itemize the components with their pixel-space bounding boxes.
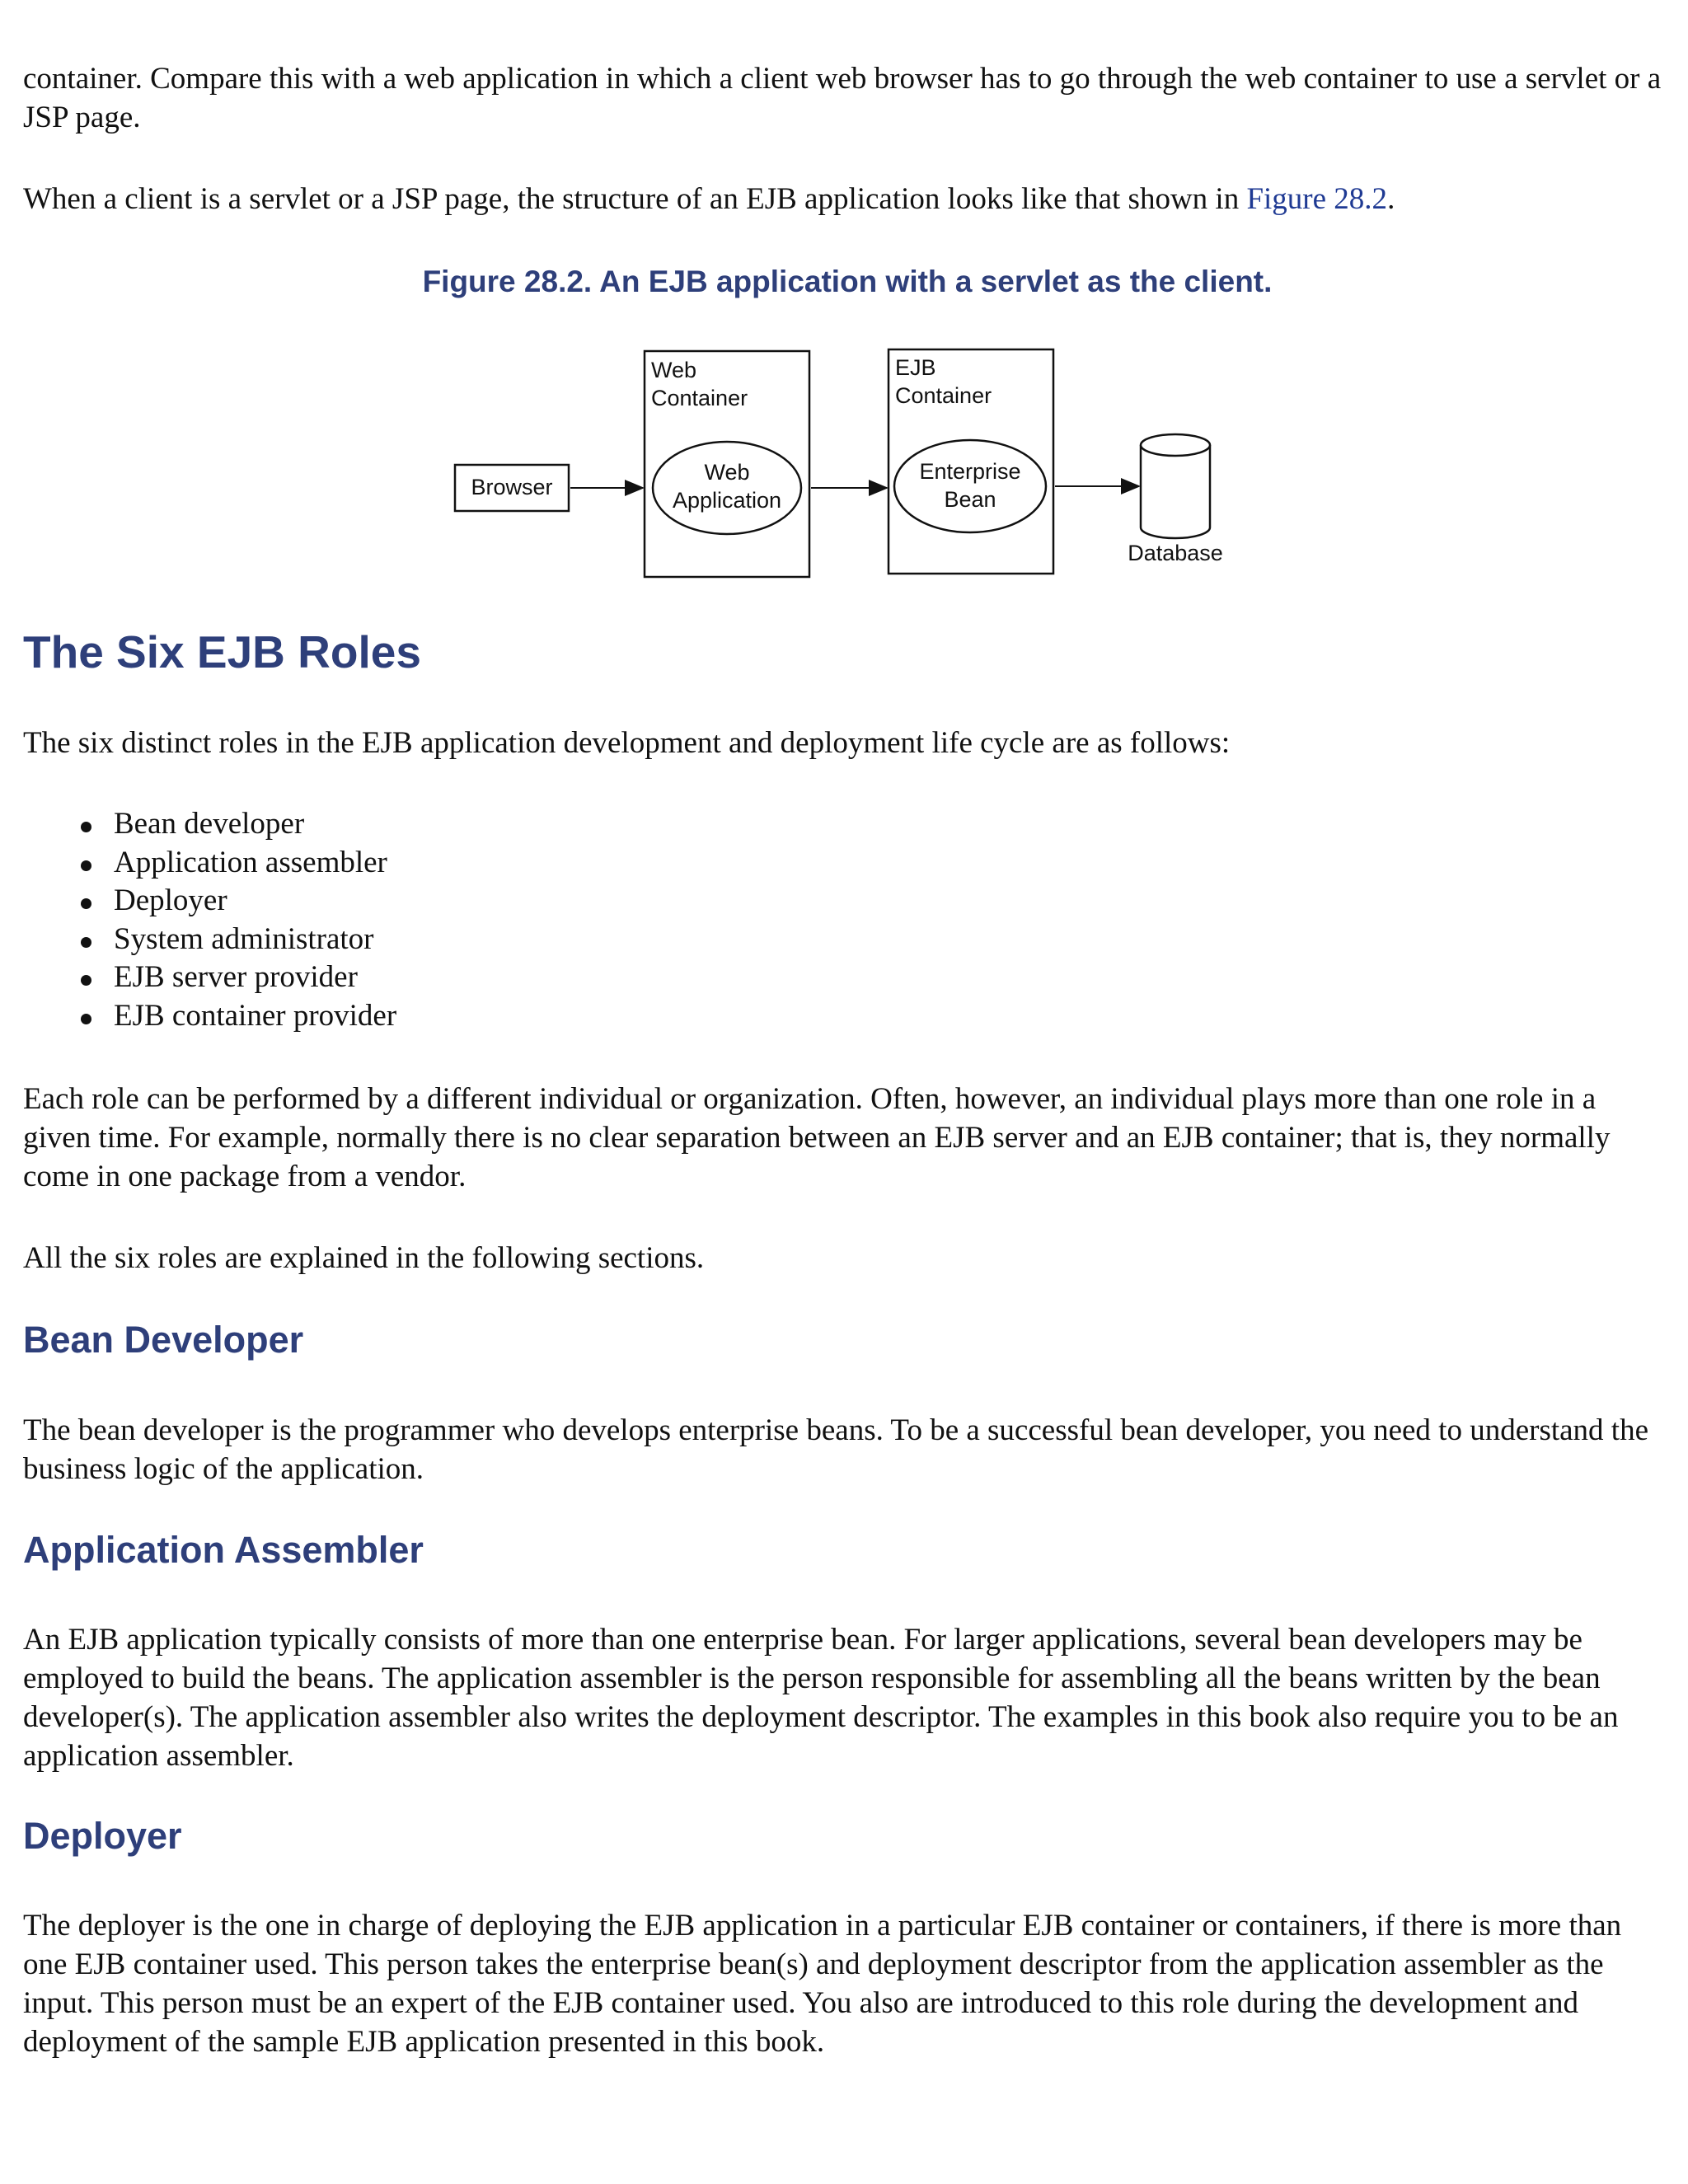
figure-caption: Figure 28.2. An EJB application with a servlet as the client. (422, 265, 1273, 298)
figure-28-2-link[interactable]: Figure 28.2 (1246, 182, 1388, 216)
deployer-heading: Deployer (23, 1815, 182, 1857)
web-container-label-2: Container (651, 386, 748, 410)
list-item (23, 844, 1663, 883)
role-label: System administrator (114, 921, 374, 956)
enterprise-bean-label-1: Enterprise (919, 459, 1021, 484)
enterprise-bean-label-2: Bean (944, 487, 996, 512)
bean-developer-body: The bean developer is the programmer who develops enterprise beans. To be a successful bean developer, you need to understand the business logic of the application. (23, 1413, 1649, 1486)
bean-developer-heading: Bean Developer (23, 1319, 304, 1361)
web-application-label-1: Web (704, 460, 750, 485)
web-container-label-1: Web (651, 358, 697, 382)
bullet-icon (81, 937, 91, 948)
enterprise-bean-ellipse (894, 440, 1046, 532)
diagram-svg (430, 344, 1246, 583)
role-label: EJB container provider (114, 998, 397, 1033)
database-icon (1141, 434, 1210, 538)
list-item (23, 805, 1663, 844)
list-item (23, 997, 1663, 1036)
bullet-icon (81, 1014, 91, 1024)
role-label: EJB server provider (114, 960, 358, 994)
ejb-container-label-1: EJB (895, 355, 936, 380)
bullet-icon (81, 898, 91, 909)
ejb-container-label-2: Container (895, 383, 992, 408)
intro-paragraph-2-text: When a client is a servlet or a JSP page, the structure of an EJB application looks like that shown in (23, 182, 1247, 216)
section-title: The Six EJB Roles (23, 626, 421, 677)
ejb-architecture-diagram (430, 344, 1246, 583)
list-item (23, 958, 1663, 997)
bullet-icon (81, 860, 91, 871)
browser-label: Browser (471, 475, 553, 499)
application-assembler-heading: Application Assembler (23, 1529, 424, 1571)
bullet-icon (81, 822, 91, 832)
deployer-body: The deployer is the one in charge of deploying the EJB application in a particular EJB container or containers, if there is more than one EJB container used. This person takes the enterprise bean(s) and deployment descriptor from the application assembler as the input. This person must be an expert of the EJB container used. You also are introduced to this role during the development and deployment of the sample EJB application presented in this book. (23, 1909, 1622, 2059)
intro-paragraph-2-suffix: . (1387, 182, 1395, 216)
roles-list (23, 805, 1663, 1035)
intro-paragraph-2 (23, 180, 1663, 218)
all-roles-paragraph: All the six roles are explained in the following sections. (23, 1241, 705, 1275)
each-role-paragraph: Each role can be performed by a different individual or organization. Often, however, an individual plays more than one role in a given time. For example, normally there is no clear separation between an EJB server and an EJB container; that is, they normally come in one package from a vendor. (23, 1082, 1611, 1193)
list-item (23, 921, 1663, 959)
role-label: Application assembler (114, 845, 387, 879)
section-intro: The six distinct roles in the EJB application development and deployment life cycle are as follows: (23, 726, 1231, 760)
application-assembler-body: An EJB application typically consists of more than one enterprise bean. For larger applications, several bean developers may be employed to build the beans. The application assembler is the person responsible for assembling all the beans written by the bean developer(s). The application assembler also writes the deployment descriptor. The examples in this book also require you to be an application assembler. (23, 1623, 1619, 1773)
bullet-icon (81, 975, 91, 986)
database-label: Database (1128, 541, 1223, 565)
role-label: Bean developer (114, 807, 305, 841)
list-item (23, 882, 1663, 921)
web-application-label-2: Application (672, 488, 782, 513)
intro-paragraph-1: container. Compare this with a web application in which a client web browser has to go through the web container to use a servlet or a JSP page. (23, 62, 1662, 134)
role-label: Deployer (114, 883, 227, 917)
